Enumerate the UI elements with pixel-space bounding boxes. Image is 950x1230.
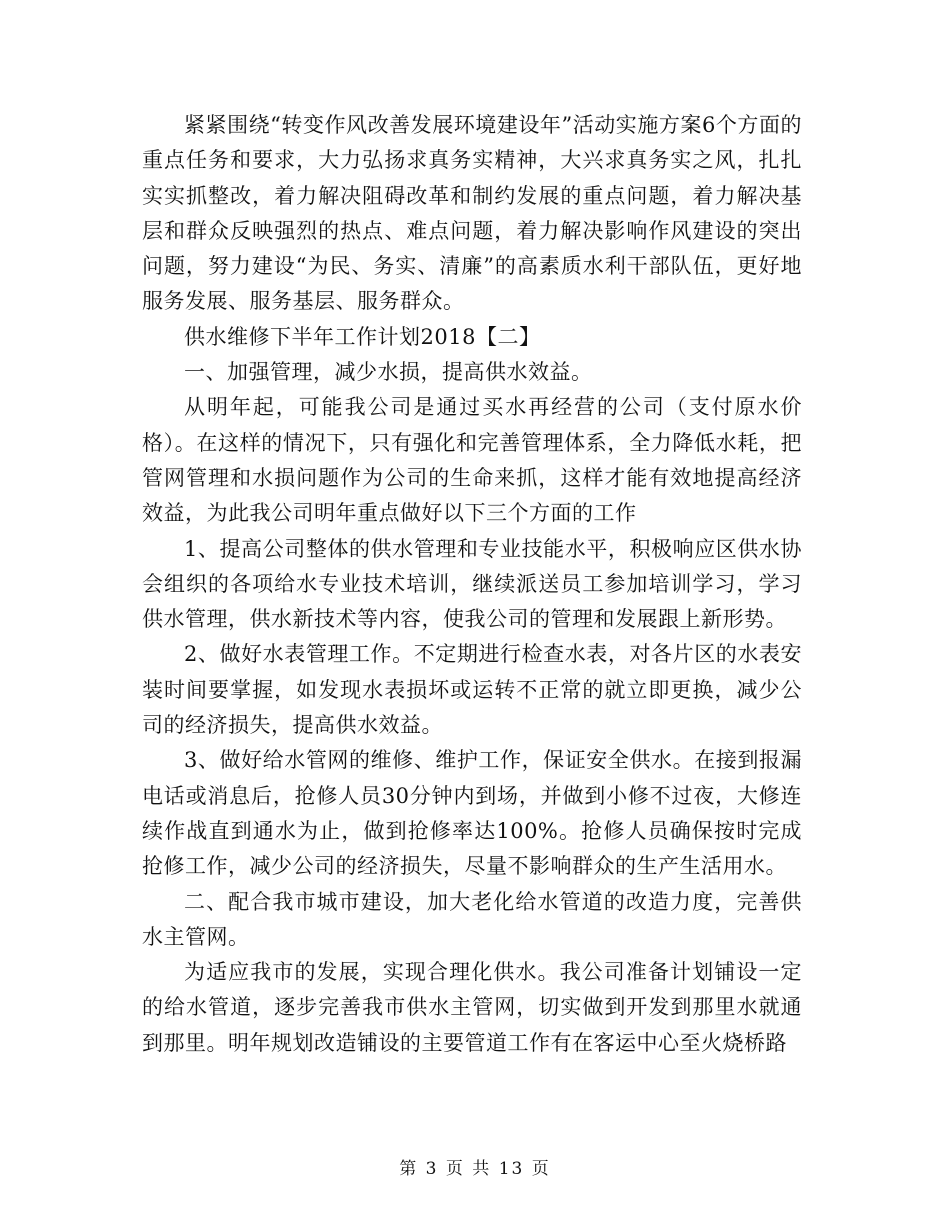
heading-one: 一、加强管理，减少水损，提高供水效益。	[184, 360, 593, 385]
paragraph-pipeline: 为适应我市的发展，实现合理化供水。我公司准备计划铺设一定的给水管道，逐步完善我市供水主管网，切实做到开发到那里水就通到那里。明年规划改造铺设的主要管道工作有在客运中心至火烧桥路	[142, 960, 802, 1055]
page-footer: 第 3 页 共 13 页	[399, 1159, 551, 1179]
paragraph-management: 从明年起，可能我公司是通过买水再经营的公司（支付原水价格）。在这样的情况下，只有强化和完善管理体系，全力降低水耗，把管网管理和水损问题作为公司的生命来抓，这样才能有效地提高经济效益，为此我公司明年重点做好以下三个方面的工作	[142, 395, 802, 526]
document-body	[142, 108, 802, 1061]
paragraph-intro: 紧紧围绕“转变作风改善发展环境建设年”活动实施方案6个方面的重点任务和要求，大力弘扬求真务实精神，大兴求真务实之风，扎扎实实抓整改，着力解决阻碍改革和制约发展的重点问题，着力解决基层和群众反映强烈的热点、难点问题，着力解决影响作风建设的突出问题，努力建设“为民、务实、清廉”的高素质水利干部队伍，更好地服务发展、服务基层、服务群众。	[142, 113, 802, 314]
item-three: 3、做好给水管网的维修、维护工作，保证安全供水。在接到报漏电话或消息后，抢修人员30分钟内到场，并做到小修不过夜，大修连续作战直到通水为止，做到抢修率达100%。抢修人员确保按时完成抢修工作，减少公司的经济损失，尽量不影响群众的生产生活用水。	[142, 748, 802, 879]
item-one: 1、提高公司整体的供水管理和专业技能水平，积极响应区供水协会组织的各项给水专业技术培训，继续派送员工参加培训学习，学习供水管理，供水新技术等内容，使我公司的管理和发展跟上新形势。	[142, 536, 802, 632]
section-title: 供水维修下半年工作计划2018【二】	[184, 324, 541, 349]
heading-two: 二、配合我市城市建设，加大老化给水管道的改造力度，完善供水主管网。	[142, 889, 802, 949]
item-two: 2、做好水表管理工作。不定期进行检查水表，对各片区的水表安装时间要掌握，如发现水表损坏或运转不正常的就立即更换，减少公司的经济损失，提高供水效益。	[142, 642, 802, 738]
